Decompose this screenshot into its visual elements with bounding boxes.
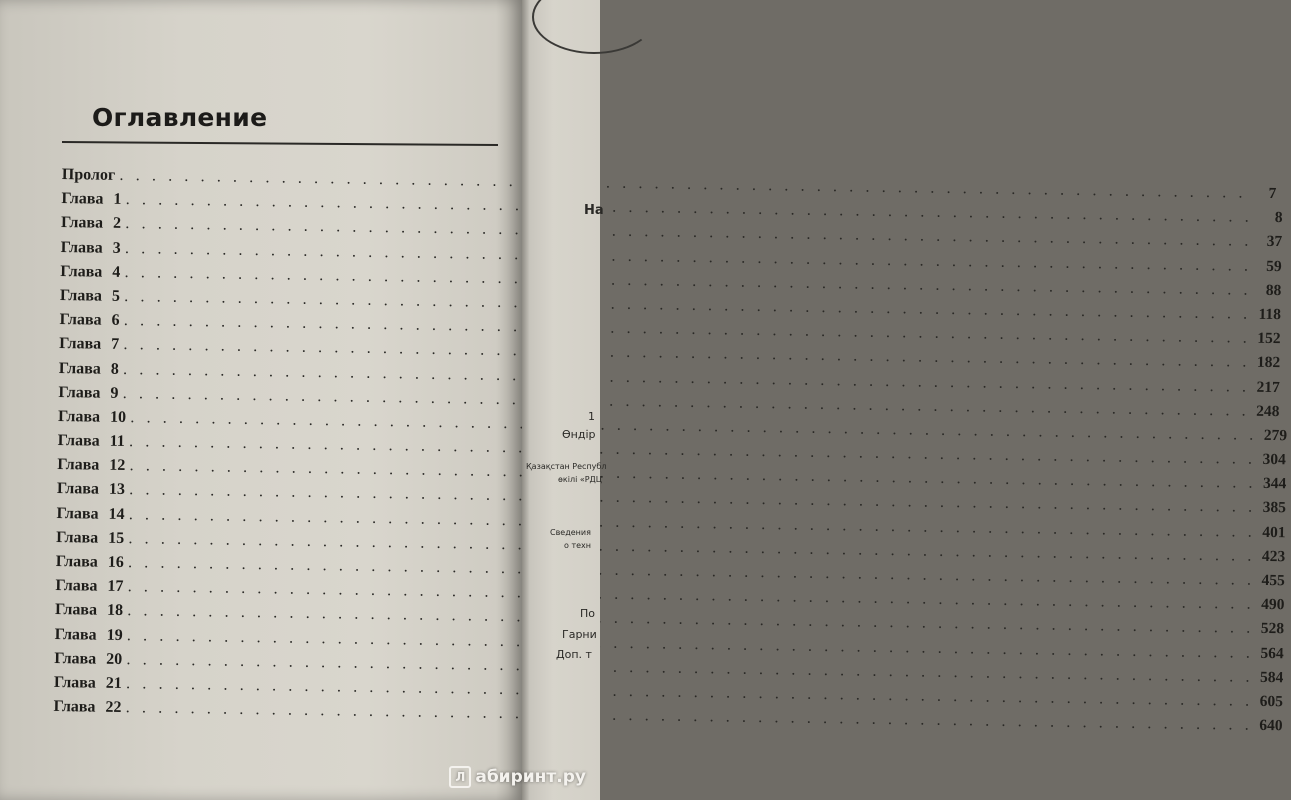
toc-entry-label: Глава 1 (61, 190, 122, 209)
toc-chapter-number: 2 (112, 215, 122, 233)
toc-page-number: 490 (1261, 596, 1285, 614)
toc-page-number: 584 (1259, 668, 1284, 686)
toc-page-number: 248 (1256, 402, 1280, 420)
decorative-curve (532, 0, 656, 54)
toc-entry-label: Глава 20 (54, 649, 123, 668)
toc-entry-label: Глава 18 (54, 601, 124, 620)
toc-entry-label: Глава 2 (60, 214, 122, 233)
right-page-fragment: о техн (564, 541, 591, 550)
toc-entry-label: Глава 19 (54, 625, 123, 644)
right-page-fragment: 1 (588, 410, 595, 423)
toc-page-number: 564 (1260, 644, 1284, 662)
toc-chapter-number: 21 (105, 674, 123, 692)
toc-chapter-number: 5 (111, 287, 121, 305)
toc-page-number: 401 (1262, 523, 1286, 541)
toc-chapter-number: 1 (113, 191, 122, 209)
toc-entry-label: Глава 22 (53, 698, 122, 717)
toc-page-number: 423 (1261, 547, 1286, 566)
toc-entry-label: Глава 17 (55, 577, 124, 596)
labirint-watermark (449, 766, 586, 788)
title-rule (62, 141, 498, 146)
toc-page-number: 385 (1262, 499, 1287, 517)
toc-page-number: 279 (1263, 426, 1288, 445)
toc-entry-label: Глава 3 (60, 238, 121, 257)
toc-page-number: 88 (1265, 281, 1282, 299)
right-page (522, 0, 607, 800)
toc-entry-label: Глава 6 (59, 311, 120, 330)
toc-entry-label: Пролог (61, 166, 116, 184)
toc-entry-label: Глава 12 (57, 456, 126, 475)
toc-page-number: 182 (1256, 354, 1281, 372)
toc-page-number: 528 (1260, 620, 1285, 638)
toc-page-number: 118 (1258, 305, 1282, 324)
toc-entry-label: Глава 13 (56, 480, 126, 499)
toc-page-number: 37 (1266, 233, 1283, 251)
toc-chapter-number: 8 (110, 360, 119, 378)
toc-chapter-number: 17 (107, 577, 124, 596)
toc-chapter-number: 22 (105, 698, 122, 717)
toc-chapter-number: 20 (106, 650, 123, 668)
toc-entry-label: Глава 14 (56, 504, 125, 523)
toc-chapter-number: 9 (110, 384, 119, 402)
toc-chapter-number: 3 (112, 239, 121, 257)
toc-entry-label: Глава 21 (53, 673, 123, 692)
toc-entry-label: Глава 4 (60, 262, 121, 281)
right-page-fragment: На (584, 203, 604, 218)
toc-page-number: 217 (1256, 378, 1280, 396)
toc-chapter-number: 6 (111, 311, 120, 330)
toc-entry-label: Глава 8 (58, 359, 119, 378)
toc-page-number: 605 (1259, 692, 1284, 711)
right-page-fragment: Гарни (562, 628, 597, 641)
toc-entry-label: Глава 10 (57, 407, 127, 426)
right-page-fragment: Қазақстан Республ (526, 462, 607, 471)
toc-entry-label: Глава 16 (55, 552, 124, 572)
toc-page-number: 7 (1268, 184, 1277, 203)
toc-page-number: 344 (1262, 475, 1287, 493)
right-page-fragment: өкілі «РДЦ (558, 475, 603, 484)
toc-chapter-number: 7 (111, 336, 120, 354)
right-page-fragment: По (580, 607, 596, 620)
toc-page-number: 152 (1257, 329, 1281, 348)
toc-chapter-number: 4 (112, 263, 121, 281)
toc-page-number: 455 (1261, 571, 1285, 590)
toc-entry-label: Глава 7 (59, 335, 120, 354)
right-page-fragment: Өндір (562, 428, 596, 441)
toc-entry-label: Глава 9 (58, 383, 119, 402)
page-title: Оглавление (92, 103, 268, 132)
toc-chapter-number: 11 (109, 432, 125, 451)
toc-page-number: 59 (1266, 257, 1282, 275)
right-page-fragment: Доп. т (556, 648, 592, 661)
toc-entry-label: Глава 15 (56, 528, 125, 547)
toc-entry-label: Глава 5 (59, 286, 121, 305)
toc-page-number: 304 (1262, 450, 1286, 469)
toc-entry-label: Глава 11 (57, 432, 125, 451)
toc-page-number: 640 (1259, 717, 1283, 735)
toc-chapter-number: 18 (106, 602, 124, 620)
toc-chapter-number: 12 (109, 457, 126, 475)
toc-page-number: 8 (1274, 209, 1283, 227)
toc-chapter-number: 19 (106, 626, 123, 644)
toc-chapter-number: 16 (107, 553, 124, 572)
toc-chapter-number: 15 (108, 529, 125, 547)
toc-chapter-number: 10 (109, 408, 127, 426)
watermark-text: абиринт.ру (475, 767, 586, 787)
toc-chapter-number: 14 (108, 505, 125, 523)
toc-chapter-number: 13 (108, 481, 126, 499)
labirint-logo-icon: Л (449, 766, 471, 788)
right-page-fragment: Сведения (550, 528, 591, 537)
